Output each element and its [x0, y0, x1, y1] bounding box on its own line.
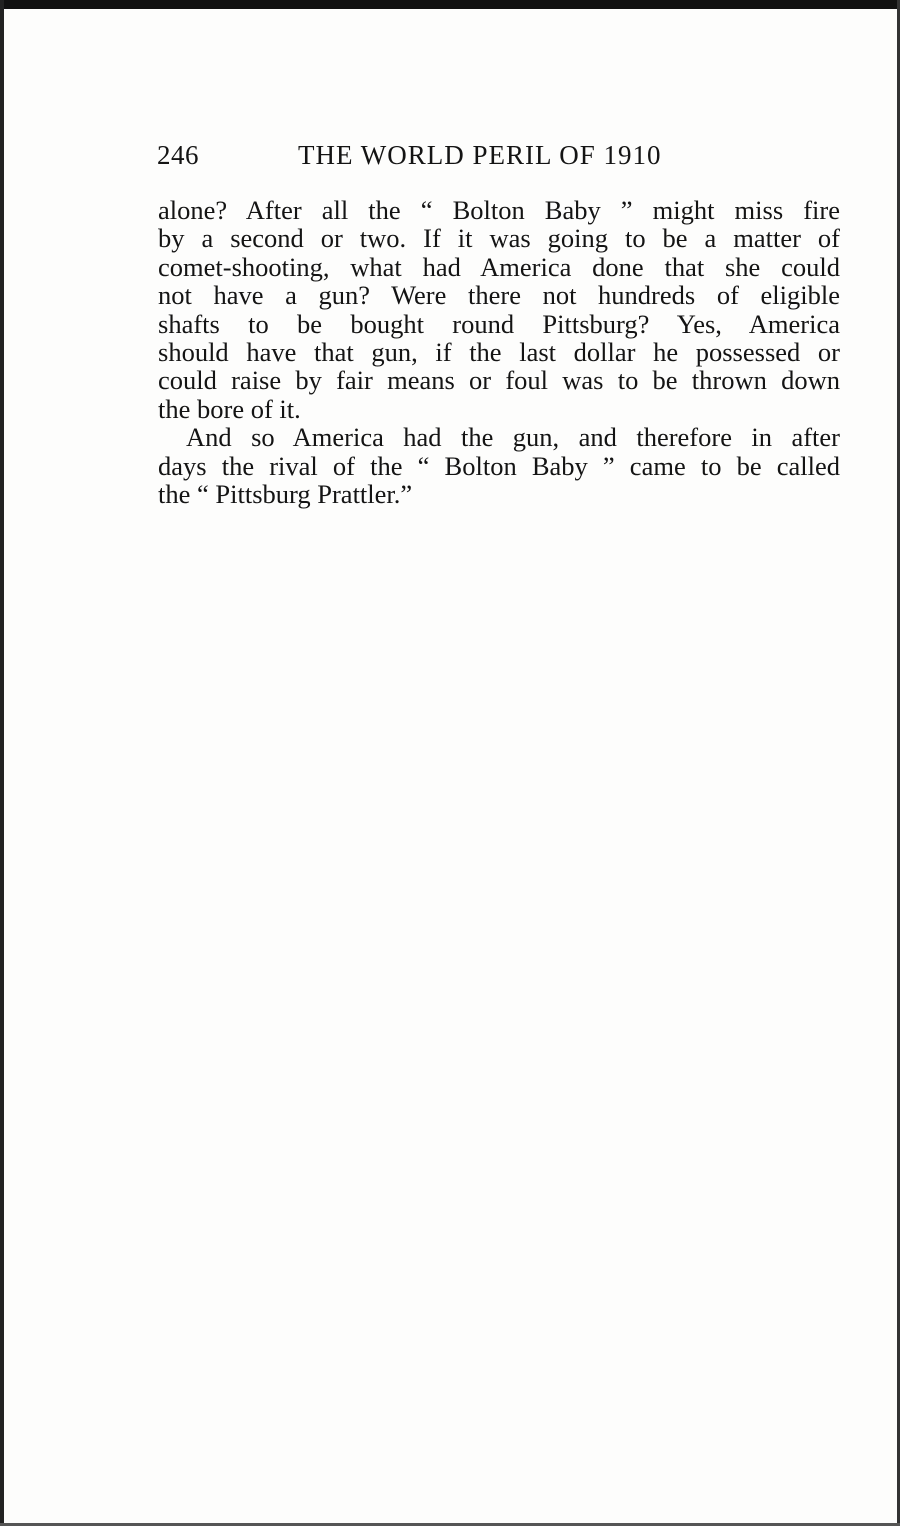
text-line: should have that gun, if the last dollar he possessed or [158, 336, 840, 367]
text-line: not have a gun? Were there not hundreds of eligible [158, 280, 840, 311]
text-line: by a second or two. If it was going to be a matter of [158, 223, 840, 254]
text-line: And so America had the gun, and therefore in after [186, 422, 840, 453]
body-text [158, 196, 840, 508]
paragraph-1 [158, 196, 840, 423]
book-title: THE WORLD PERIL OF 1910 [298, 140, 662, 170]
running-head [157, 140, 841, 176]
text-line: the bore of it. [158, 393, 301, 424]
scan-top-edge [0, 0, 900, 9]
text-line: comet-shooting, what had America done that she could [158, 251, 840, 282]
scan-left-edge [0, 0, 4, 1526]
text-line: shafts to be bought round Pittsburg? Yes, America [158, 308, 840, 339]
page-number: 246 [157, 140, 199, 170]
paragraph-2 [158, 423, 840, 508]
text-line: days the rival of the “ Bolton Baby ” came to be called [158, 450, 840, 481]
text-line: the “ Pittsburg Prattler.” [158, 478, 413, 509]
text-line: alone? After all the “ Bolton Baby ” might miss fire [158, 195, 840, 225]
text-line: could raise by fair means or foul was to be thrown down [158, 365, 840, 396]
